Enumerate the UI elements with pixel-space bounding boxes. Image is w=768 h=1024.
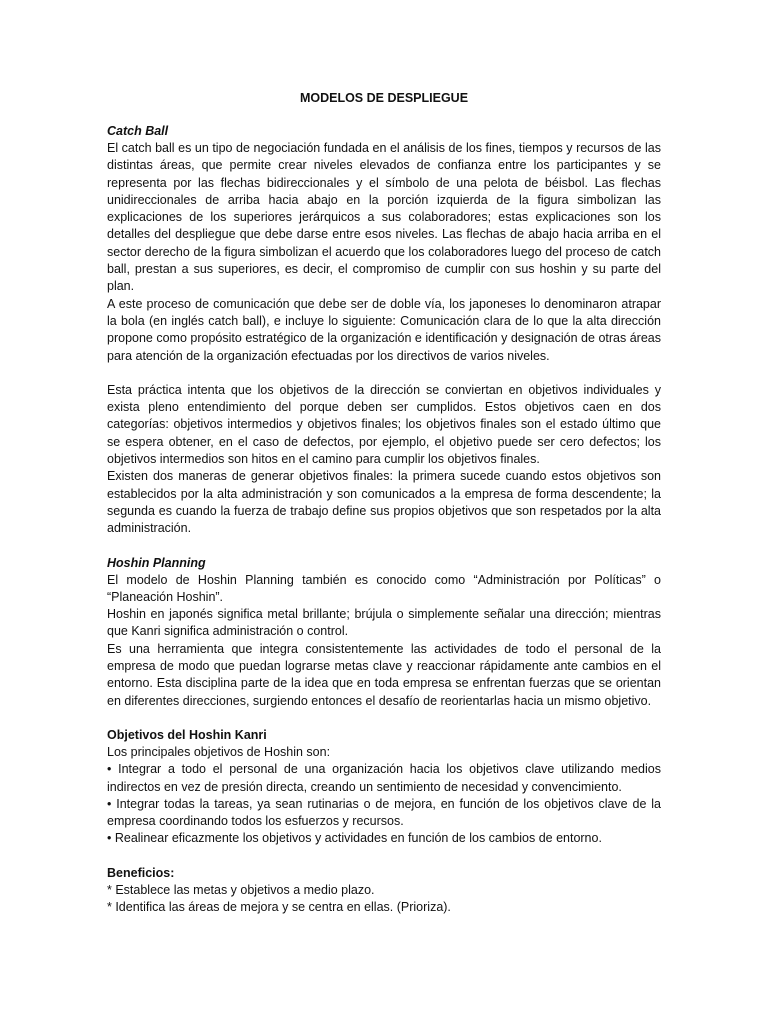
paragraph: Hoshin en japonés significa metal brillante; brújula o simplemente señalar una dirección; mientras que Kanri significa administración o control. [107, 607, 661, 639]
list-item: * Establece las metas y objetivos a medio plazo. [107, 882, 375, 897]
section-heading-objetivos: Objetivos del Hoshin Kanri [107, 727, 267, 742]
bullet-item: • Realinear eficazmente los objetivos y actividades en función de los cambios de entorno. [107, 831, 602, 846]
paragraph: Existen dos maneras de generar objetivos finales: la primera sucede cuando estos objetivos son establecidos por la alta administración y son comunicados a la empresa de forma descendente; la segunda es cuando la fuerza de trabajo define sus propios objetivos que son respetados por la alta administración. [107, 469, 661, 536]
bullet-item: • Integrar todas la tareas, ya sean rutinarias o de mejora, en función de los objetivos clave de la empresa coordinando todos los esfuerzos y recursos. [107, 796, 661, 829]
paragraph: Esta práctica intenta que los objetivos de la dirección se conviertan en objetivos individuales y exista pleno entendimiento del porque deben ser cumplidos. Estos objetivos caen en dos categorías: objetivos intermedios y objetivos finales; los objetivos finales son el estado último que se espera obtener, en el caso de defectos, por ejemplo, el objetivo puede ser cero defectos; los objetivos intermedios son hitos en el camino para cumplir los objetivos finales. [107, 382, 661, 467]
section-heading-beneficios: Beneficios: [107, 865, 175, 880]
list-item: * Identifica las áreas de mejora y se centra en ellas. (Prioriza). [107, 899, 451, 914]
section-heading-hoshin-planning: Hoshin Planning [107, 555, 206, 570]
paragraph: Es una herramienta que integra consistentemente las actividades de todo el personal de la empresa de modo que puedan lograrse metas clave y reaccionar rápidamente ante cambios en el entorno. Esta disciplina parte de la idea que en toda empresa se enfrentan fuerzas que se orientan en diferentes direcciones, surgiendo entonces el desafío de reorientarlas hacia un mismo objetivo. [107, 641, 661, 708]
paragraph: El catch ball es un tipo de negociación fundada en el análisis de los fines, tiempos y recursos de las distintas áreas, que permite crear niveles elevados de confianza entre los participantes y se representa por las flechas bidireccionales y el símbolo de una pelota de béisbol. Las flechas unidireccionales de arriba hacia abajo en la porción izquierda de la figura simbolizan las explicaciones de los superiores jerárquicos a sus colaboradores; estas explicaciones son los detalles del despliegue que debe darse entre esos niveles. Las flechas de abajo hacia arriba en el sector derecho de la figura simbolizan el acuerdo que los colaboradores luego del proceso de catch ball, prestan a sus superiores, es decir, el compromiso de cumplir con sus hoshin y su parte del plan. [107, 141, 661, 294]
spacer [107, 848, 661, 865]
paragraph: Los principales objetivos de Hoshin son: [107, 744, 331, 759]
paragraph: El modelo de Hoshin Planning también es conocido como “Administración por Políticas” o “Planeación Hoshin”. [107, 572, 661, 604]
spacer [107, 710, 661, 727]
spacer [107, 538, 661, 555]
spacer [107, 365, 661, 382]
section-heading-catch-ball: Catch Ball [107, 124, 169, 138]
document-title: MODELOS DE DESPLIEGUE [299, 91, 469, 105]
paragraph: A este proceso de comunicación que debe ser de doble vía, los japoneses lo denominaron atrapar la bola (en inglés catch ball), e incluye lo siguiente: Comunicación clara de lo que la alta dirección propone como propósito estratégico de la organización e identificación y designación de otras áreas para atención de la organización efectuadas por los directivos de varios niveles. [107, 296, 661, 363]
bullet-item: • Integrar a todo el personal de una organización hacia los objetivos clave utilizando medios indirectos en vez de presión directa, creando un sentimiento de necesidad y convencimiento. [107, 762, 661, 794]
